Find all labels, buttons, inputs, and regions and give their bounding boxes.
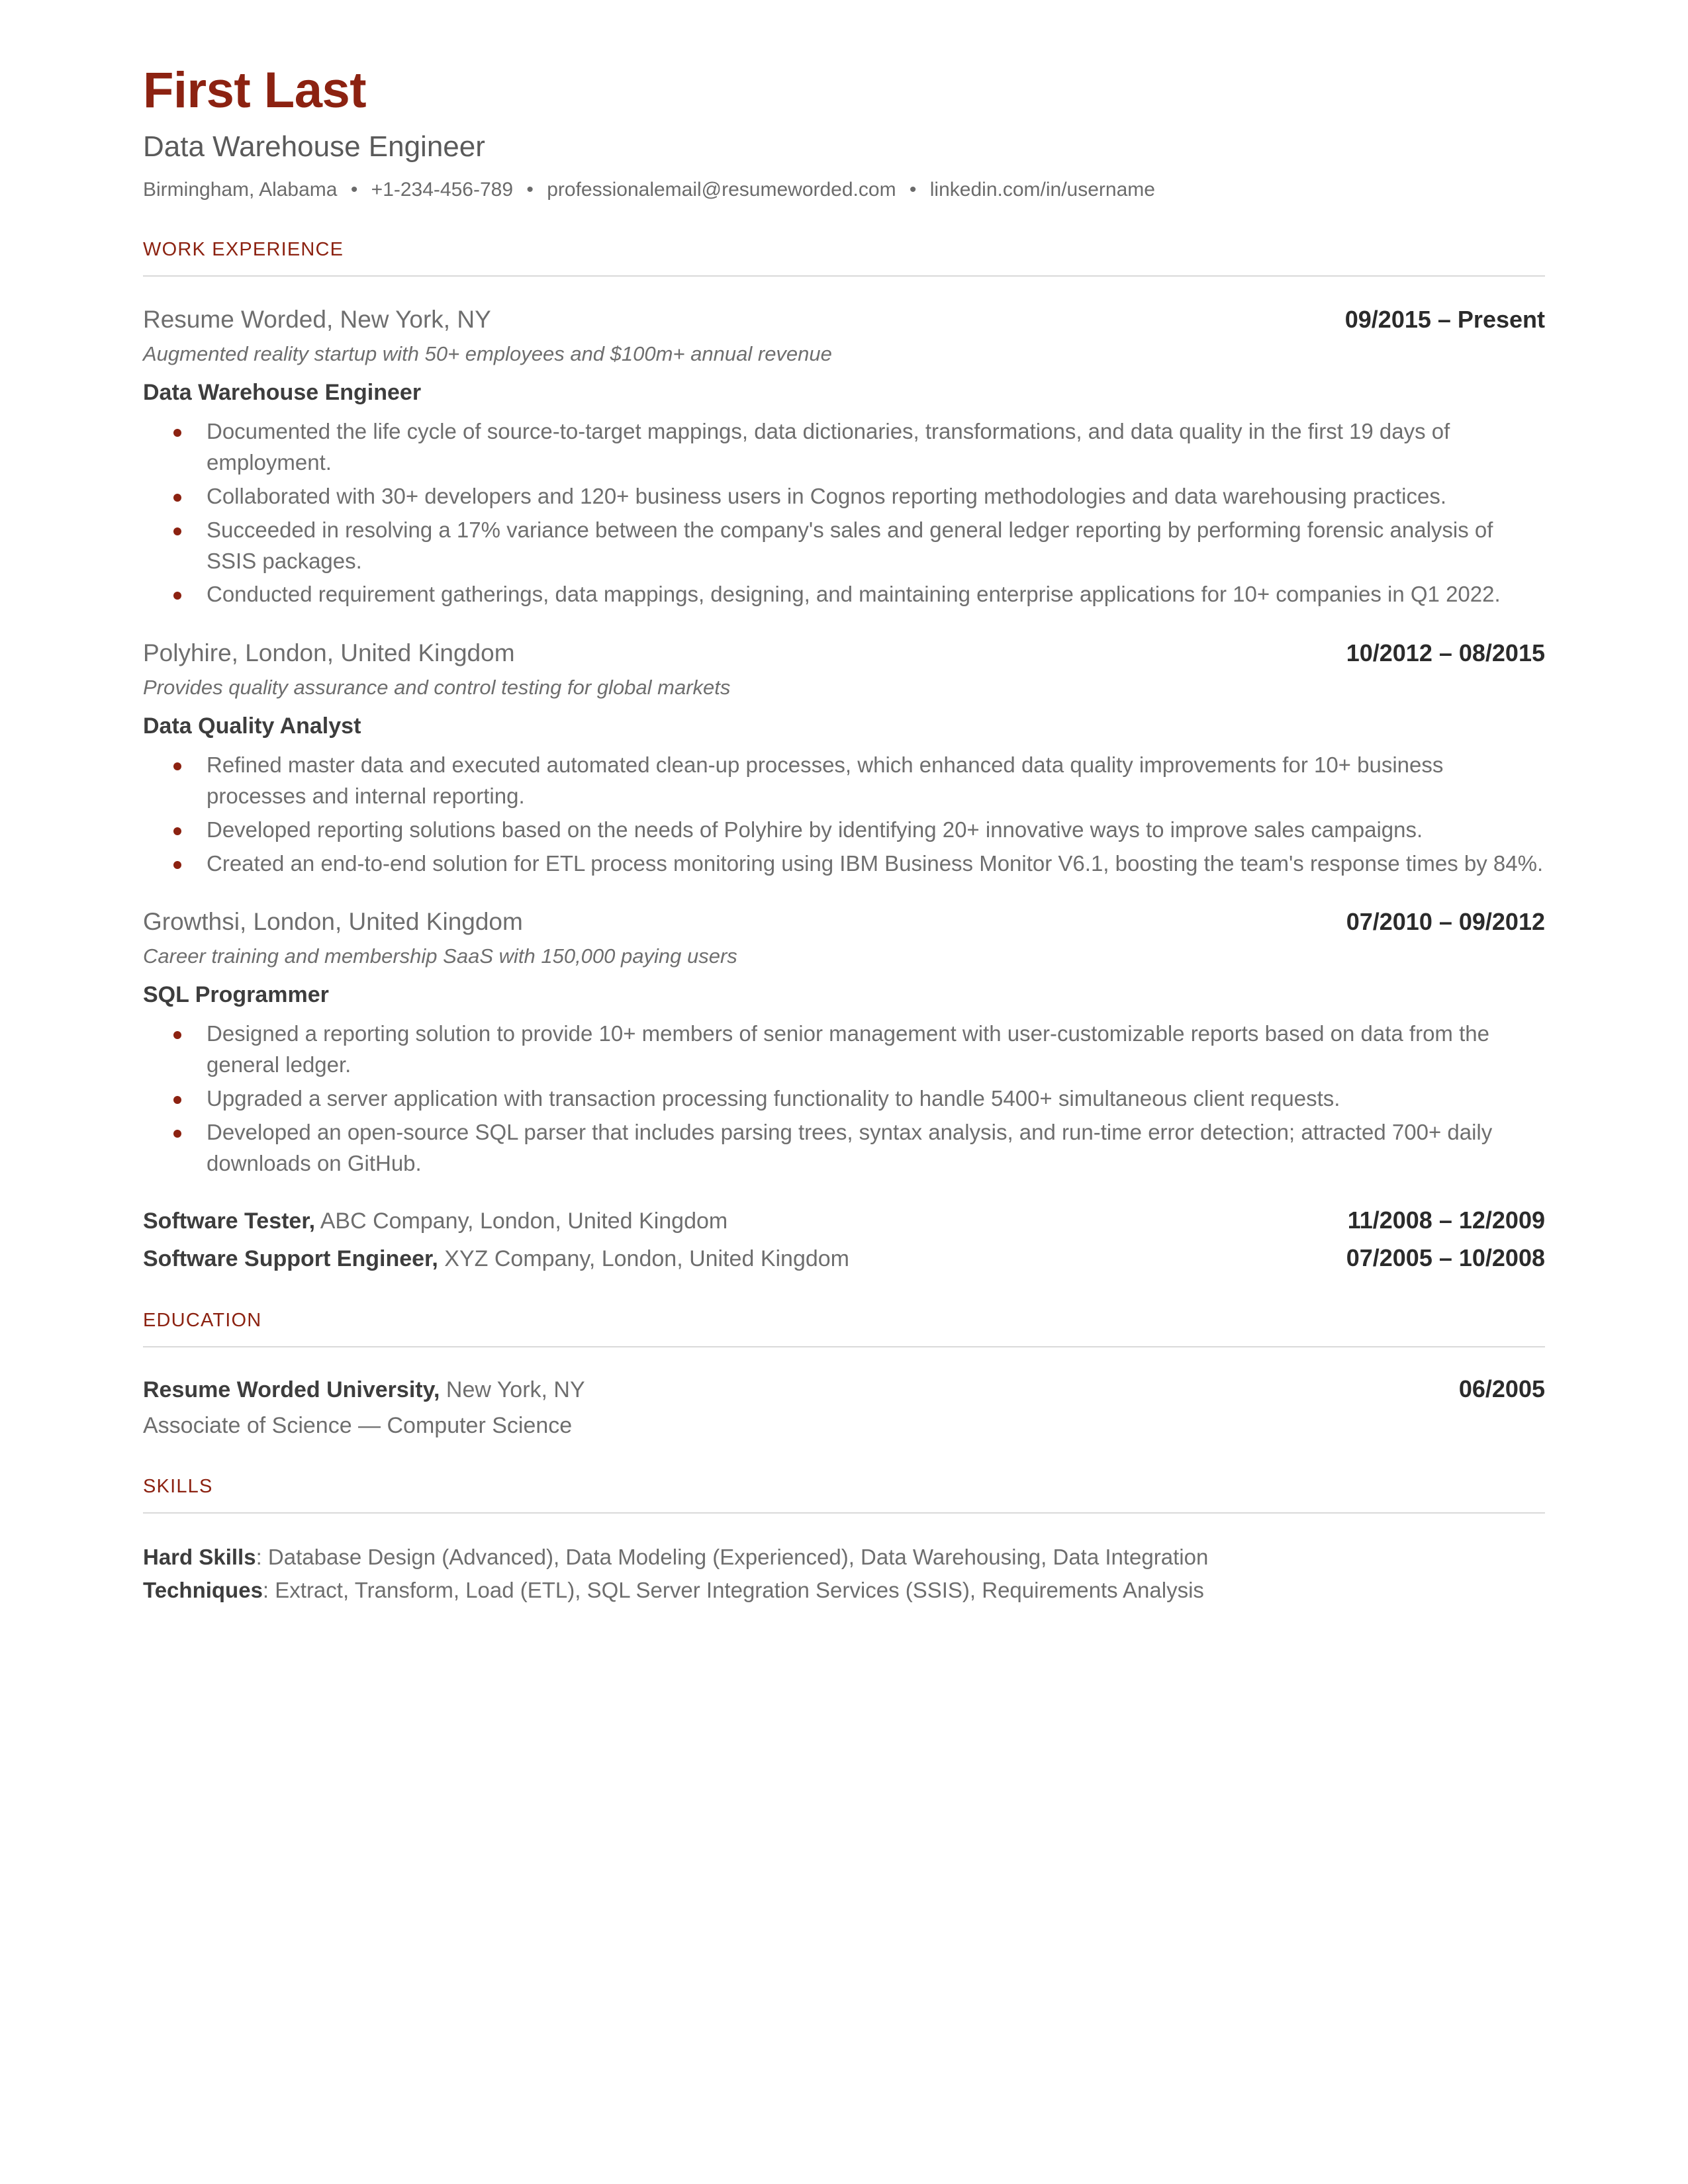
bullet-item: Upgraded a server application with transaction processing functionality to handle 5400+ simultaneous client requests. [143,1083,1545,1115]
work-compact-entries [143,1205,1545,1274]
contact-phone: +1-234-456-789 [371,178,514,201]
work-entry-date: 09/2015 – Present [1344,306,1545,334]
education-school-name: Resume Worded University, [143,1377,440,1403]
bullet-item: Refined master data and executed automated clean-up processes, which enhanced data quality improvements for 10+ business processes and internal reporting. [143,750,1545,812]
work-compact-role: Software Support Engineer, [143,1246,438,1272]
work-entry-date: 07/2010 – 09/2012 [1346,908,1545,936]
candidate-headline: Data Warehouse Engineer [143,130,485,163]
work-compact-role: Software Tester, [143,1208,316,1234]
contact-separator-icon: • [526,178,534,201]
candidate-name: First Last [143,62,367,118]
section-work-experience [143,239,1545,1274]
work-entry-organization: Resume Worded, New York, NY [143,306,491,334]
education-school [143,1375,585,1404]
bullet-item: Designed a reporting solution to provide 10+ members of senior management with user-customizable reports based on data from the general ledger. [143,1019,1545,1081]
work-entry-blurb: Augmented reality startup with 50+ employees and $100m+ annual revenue [143,341,832,365]
section-title-work: WORK EXPERIENCE [143,239,344,261]
bullet-item: Documented the life cycle of source-to-target mappings, data dictionaries, transformations, and data quality in the first 19 days of employment. [143,416,1545,478]
work-compact-date: 07/2005 – 10/2008 [1346,1244,1545,1272]
education-date: 06/2005 [1458,1375,1545,1403]
section-divider [143,275,1545,277]
contact-location: Birmingham, Alabama [143,178,338,201]
work-compact-entry [143,1243,1545,1274]
skills-row-label: Hard Skills [143,1545,256,1570]
section-divider [143,1346,1545,1347]
section-divider [143,1512,1545,1514]
work-entry-bullets [143,1019,1545,1179]
skills-row [143,1574,1545,1606]
work-compact-entry [143,1205,1545,1236]
contact-linkedin[interactable]: linkedin.com/in/username [929,178,1155,201]
work-entry-role: SQL Programmer [143,981,329,1007]
bullet-item: Developed an open-source SQL parser that includes parsing trees, syntax analysis, and run-time error detection; attracted 700+ daily downloads on GitHub. [143,1117,1545,1179]
skills-row [143,1541,1545,1573]
skills-row-label: Techniques [143,1578,263,1603]
bullet-item: Succeeded in resolving a 17% variance between the company's sales and general ledger reporting by performing forensic analysis of SSIS packages. [143,515,1545,577]
bullet-item: Collaborated with 30+ developers and 120+ business users in Cognos reporting methodologies and data warehousing practices. [143,481,1545,512]
resume-header [143,64,1545,203]
contact-line [143,177,1545,204]
contact-separator-icon: • [909,178,917,201]
bullet-item: Developed reporting solutions based on the needs of Polyhire by identifying 20+ innovative ways to improve sales campaigns. [143,815,1545,846]
section-education [143,1310,1545,1440]
work-entry-blurb: Career training and membership SaaS with 150,000 paying users [143,944,737,968]
work-entry-bullets [143,416,1545,610]
education-degree: Associate of Science — Computer Science [143,1413,573,1439]
work-entry [143,907,1545,1179]
education-school-location: New York, NY [440,1377,585,1403]
work-compact-date: 11/2008 – 12/2009 [1347,1206,1545,1234]
work-entry-organization: Growthsi, London, United Kingdom [143,908,523,936]
contact-separator-icon: • [350,178,358,201]
contact-email[interactable]: professionalemail@resumeworded.com [547,178,896,201]
work-compact-company: XYZ Company, London, United Kingdom [438,1246,850,1272]
section-skills [143,1476,1545,1606]
work-entry-header [143,907,1545,937]
bullet-item: Conducted requirement gatherings, data mappings, designing, and maintaining enterprise applications for 10+ companies in Q1 2022. [143,579,1545,610]
work-entry-blurb: Provides quality assurance and control testing for global markets [143,675,731,699]
skills-row-value: : Database Design (Advanced), Data Modeling (Experienced), Data Warehousing, Data Integration [256,1545,1209,1570]
work-entry-date: 10/2012 – 08/2015 [1346,639,1545,667]
work-entry-bullets [143,750,1545,879]
education-entry-header [143,1375,1545,1404]
skills-row-value: : Extract, Transform, Load (ETL), SQL Server Integration Services (SSIS), Requirements Analysis [262,1578,1204,1603]
work-entry-organization: Polyhire, London, United Kingdom [143,639,515,667]
bullet-item: Created an end-to-end solution for ETL process monitoring using IBM Business Monitor V6.1, boosting the team's response times by 84%. [143,848,1545,880]
section-title-skills: SKILLS [143,1476,213,1498]
work-entry-role: Data Quality Analyst [143,713,361,739]
work-compact-left [143,1244,849,1273]
work-compact-left [143,1206,727,1236]
work-entry-header [143,638,1545,668]
skills-body [143,1541,1545,1606]
section-title-education: EDUCATION [143,1310,262,1332]
work-compact-company: ABC Company, London, United Kingdom [315,1208,728,1234]
work-entry-role: Data Warehouse Engineer [143,379,422,405]
education-entry [143,1375,1545,1440]
work-entry-header [143,304,1545,335]
work-entry [143,638,1545,879]
work-entry [143,304,1545,610]
